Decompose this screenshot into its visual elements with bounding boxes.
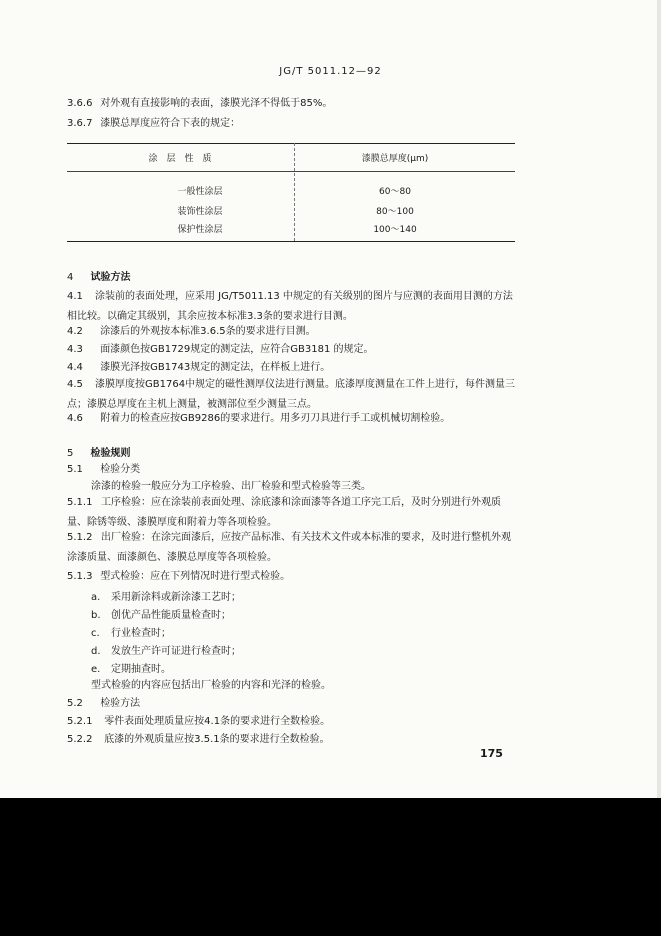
clause-text: 工序检验：应在涂装前表面处理、涂底漆和涂面漆等各道工序完工后，及时分别进行外观质量、除锈等级、漆膜厚度和附着力等各项检验。 xyxy=(67,497,501,528)
table-cell-type: 一般性涂层 xyxy=(177,187,223,197)
clause-number: 5.1.2 xyxy=(67,532,93,543)
clause-text: 检验分类 xyxy=(100,464,141,475)
clause-5-2-1 xyxy=(67,715,587,729)
list-text: 发放生产许可证进行检查时； xyxy=(111,646,241,657)
clause-4-3 xyxy=(67,343,587,357)
clause-4-1 xyxy=(67,287,517,327)
clause-number: 4.6 xyxy=(67,413,83,424)
clause-number: 5.2.1 xyxy=(67,716,93,727)
clause-text: 漆膜总厚度应符合下表的规定： xyxy=(100,118,241,129)
clause-4-2 xyxy=(67,325,587,339)
clause-number: 5.1 xyxy=(67,464,83,475)
standard-header: JG/T 5011.12—92 xyxy=(279,66,382,77)
list-text: 定期抽查时。 xyxy=(111,664,171,675)
clause-number: 5.2.2 xyxy=(67,734,93,745)
clause-number: 4.2 xyxy=(67,326,83,337)
table-cell-thickness: 60～80 xyxy=(379,187,411,197)
clause-5-1 xyxy=(67,463,587,477)
clause-3-6-7 xyxy=(67,117,587,131)
section-title: 检验规则 xyxy=(90,448,131,459)
table-cell-thickness: 80～100 xyxy=(376,207,414,217)
page-number: 175 xyxy=(480,747,503,760)
list-mark: c. xyxy=(91,628,100,639)
clause-text: 涂装前的表面处理，应采用 JG/T5011.13 中规定的有关级别的图片与应测的表面用目测的方法相比较。以确定其级别，其余应按本标准3.3条的要求进行目测。 xyxy=(67,291,513,322)
table-cell-thickness: 100～140 xyxy=(373,225,417,235)
clause-number: 4.3 xyxy=(67,344,83,355)
list-mark: a. xyxy=(91,592,101,603)
section-number: 5 xyxy=(67,448,74,459)
clause-5-1-3 xyxy=(67,570,587,584)
clause-number: 4.1 xyxy=(67,291,83,302)
clause-number: 5.1.3 xyxy=(67,571,93,582)
clause-5-1-3-note: 型式检验的内容应包括出厂检验的内容和光泽的检验。 xyxy=(91,680,331,691)
clause-number: 3.6.7 xyxy=(67,118,93,129)
clause-5-2 xyxy=(67,697,587,711)
list-mark: b. xyxy=(91,610,101,621)
clause-text: 零件表面处理质量应按4.1条的要求进行全数检验。 xyxy=(104,716,331,727)
clause-3-6-6 xyxy=(67,97,587,111)
list-mark: e. xyxy=(91,664,101,675)
table-header-coating-type: 涂 层 性 质 xyxy=(148,154,212,164)
clause-5-1-intro: 涂漆的检验一般应分为工序检验、出厂检验和型式检验等三类。 xyxy=(91,481,371,492)
section-4-heading xyxy=(67,268,130,283)
table-header-rule xyxy=(67,171,515,172)
clause-text: 对外观有直接影响的表面，漆膜光泽不得低于85%。 xyxy=(100,98,333,109)
table-cell-type: 保护性涂层 xyxy=(177,225,223,235)
clause-number: 5.2 xyxy=(67,698,83,709)
clause-5-1-1 xyxy=(67,493,517,533)
list-item xyxy=(91,624,171,639)
clause-number: 4.5 xyxy=(67,379,83,390)
clause-text: 漆膜厚度按GB1764中规定的磁性测厚仪法进行测量。底漆厚度测量在工件上进行，每件测量三点；漆膜总厚度在主机上测量，被测部位至少测量三点。 xyxy=(67,379,516,410)
clause-number: 5.1.1 xyxy=(67,497,93,508)
clause-4-4 xyxy=(67,361,587,375)
list-item xyxy=(91,588,241,603)
clause-text: 附着力的检查应按GB9286的要求进行。用多刃刀具进行手工或机械切割检验。 xyxy=(100,413,451,424)
table-column-divider xyxy=(294,143,295,241)
list-item xyxy=(91,642,241,657)
clause-text: 面漆颜色按GB1729规定的测定法，应符合GB3181 的规定。 xyxy=(100,344,374,355)
list-item xyxy=(91,660,171,675)
section-number: 4 xyxy=(67,272,74,283)
clause-text: 底漆的外观质量应按3.5.1条的要求进行全数检验。 xyxy=(104,734,330,745)
clause-text: 检验方法 xyxy=(100,698,141,709)
clause-4-5 xyxy=(67,375,517,415)
scan-edge xyxy=(657,0,661,798)
table-bottom-rule xyxy=(67,241,515,242)
clause-text: 型式检验：应在下列情况时进行型式检验。 xyxy=(100,571,291,582)
table-cell-type: 装饰性涂层 xyxy=(177,207,223,217)
clause-5-2-2 xyxy=(67,733,587,747)
list-mark: d. xyxy=(91,646,101,657)
list-item xyxy=(91,606,231,621)
section-5-heading xyxy=(67,444,130,459)
clause-text: 出厂检验：在涂完面漆后，应按产品标准、有关技术文件或本标准的要求，及时进行整机外观涂漆质量、面漆颜色、漆膜总厚度等各项检验。 xyxy=(67,532,511,563)
section-title: 试验方法 xyxy=(90,272,131,283)
clause-5-1-2 xyxy=(67,528,517,568)
table-header-thickness: 漆膜总厚度(μm) xyxy=(361,154,429,164)
table-top-rule xyxy=(67,143,515,144)
list-text: 创优产品性能质量检查时； xyxy=(111,610,231,621)
clause-number: 3.6.6 xyxy=(67,98,93,109)
clause-4-6 xyxy=(67,412,587,426)
clause-number: 4.4 xyxy=(67,362,83,373)
clause-text: 涂漆后的外观按本标准3.6.5条的要求进行目测。 xyxy=(100,326,316,337)
clause-text: 漆膜光泽按GB1743规定的测定法，在样板上进行。 xyxy=(100,362,331,373)
list-text: 采用新涂料或新涂漆工艺时； xyxy=(111,592,241,603)
list-text: 行业检查时； xyxy=(111,628,171,639)
